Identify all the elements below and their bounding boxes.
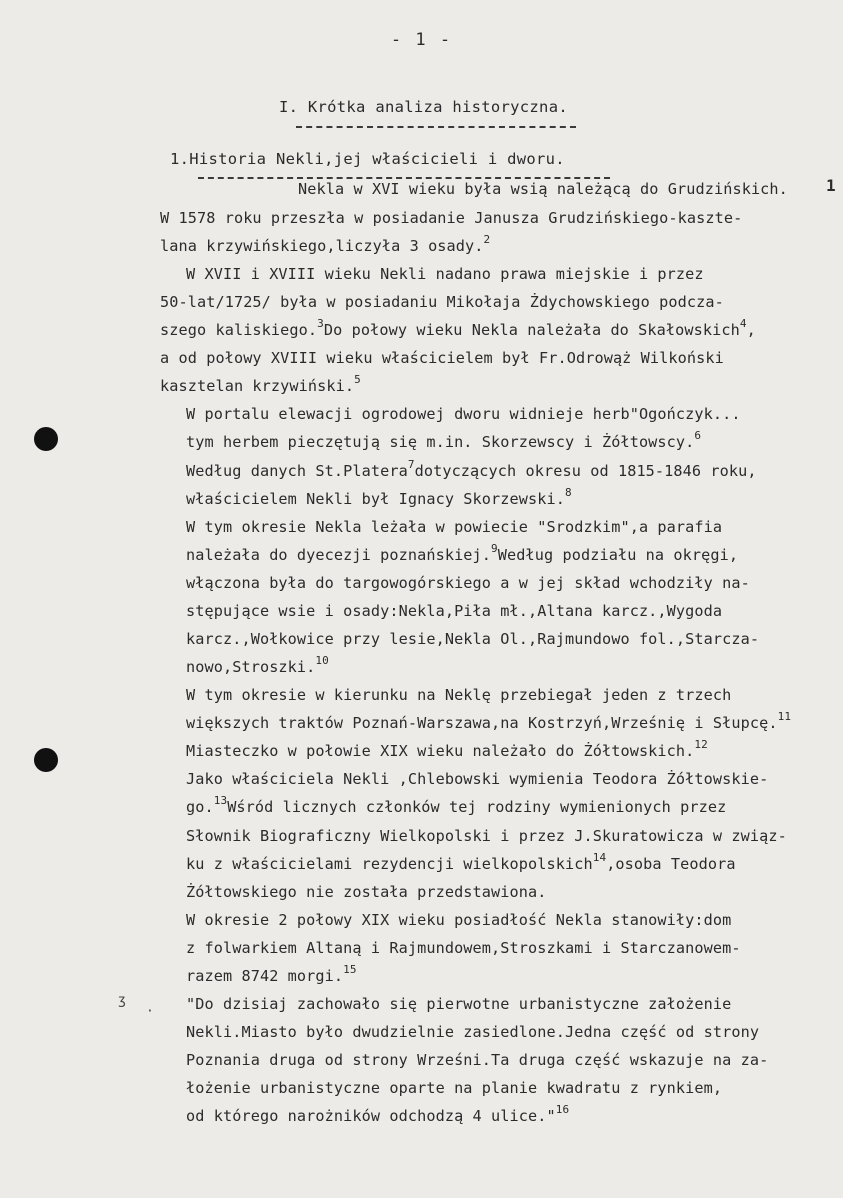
text-line — [186, 630, 759, 648]
text-line — [160, 317, 756, 339]
text-line — [160, 209, 742, 227]
text-segment: Do połowy wieku Nekla należała do Skałowskich — [323, 321, 740, 339]
text-line — [160, 233, 491, 255]
text-segment: Według podziału na okręgi, — [497, 546, 739, 564]
text-line — [186, 486, 572, 508]
text-segment: stępujące wsie i osady:Nekla,Piła mł.,Altana karcz.,Wygoda — [186, 602, 723, 620]
footnote-ref: 14 — [592, 851, 607, 864]
text-line — [186, 1051, 768, 1069]
footnote-ref: 7 — [407, 458, 415, 471]
text-line — [186, 995, 731, 1013]
text-segment: szego kaliskiego. — [160, 321, 318, 339]
text-line — [186, 963, 357, 985]
punch-hole — [34, 427, 58, 451]
text-segment: większych traktów Poznań-Warszawa,na Kostrzyń,Wrześnię i Słupcę. — [186, 714, 778, 732]
pencil-mark: · — [146, 1004, 154, 1019]
footnote-marker: 1 — [826, 176, 836, 195]
text-line — [186, 429, 702, 451]
text-segment: W okresie 2 połowy XIX wieku posiadłość Nekla stanowiły:dom — [186, 911, 732, 929]
text-line — [186, 265, 704, 283]
text-line — [186, 654, 329, 676]
text-segment: Nekli.Miasto było dwudzielnie zasiedlone.Jedna część od strony — [186, 1023, 760, 1041]
text-segment: Żółtowskiego nie została przedstawiona. — [186, 883, 547, 901]
text-segment: włączona była do targowogórskiego a w jej skład wchodziły na- — [186, 574, 750, 592]
text-segment: Słownik Biograficzny Wielkopolski i przez J.Skuratowicza w związ- — [186, 827, 787, 845]
text-segment: Nekla w XVI wieku była wsią należącą do Grudzińskich. — [298, 180, 788, 198]
text-line — [186, 458, 757, 480]
text-line — [186, 574, 750, 592]
footnote-ref: 3 — [317, 317, 324, 330]
footnote-ref: 6 — [694, 429, 702, 442]
footnote-ref: 8 — [565, 486, 572, 499]
text-segment: "Do dzisiaj zachowało się pierwotne urbanistyczne założenie — [186, 995, 732, 1013]
text-segment: należała do dyecezji poznańskiej. — [186, 546, 492, 564]
pencil-mark: ʒ — [118, 993, 126, 1008]
text-segment: Według danych St.Platera — [186, 462, 408, 480]
text-line — [160, 293, 724, 311]
text-line — [186, 911, 731, 929]
text-segment: z folwarkiem Altaną i Rajmundowem,Stroszkami i Starczanowem- — [186, 939, 741, 957]
text-segment: W 1578 roku przeszła w posiadanie Janusza Grudzińskiego-kaszte- — [160, 209, 743, 227]
footnote-ref: 11 — [777, 710, 792, 723]
subsection-title: 1.Historia Nekli,jej właścicieli i dworu. — [170, 150, 565, 168]
footnote-ref: 13 — [213, 794, 228, 807]
text-line — [186, 542, 739, 564]
section-title: I. Krótka analiza historyczna. — [279, 98, 568, 116]
text-segment: W tym okresie w kierunku na Neklę przebiegał jeden z trzech — [186, 686, 732, 704]
text-segment: od którego narożników odchodzą 4 ulice." — [186, 1107, 556, 1125]
text-segment: łożenie urbanistyczne oparte na planie kwadratu z rynkiem, — [186, 1079, 723, 1097]
footnote-ref: 4 — [739, 317, 747, 330]
text-line — [186, 883, 547, 901]
text-segment: 50-lat/1725/ była w posiadaniu Mikołaja Żdychowskiego podcza- — [160, 293, 724, 311]
text-line — [186, 710, 792, 732]
text-segment: go. — [186, 798, 214, 816]
footnote-ref: 16 — [555, 1103, 570, 1116]
footnote-ref: 2 — [483, 233, 491, 246]
text-line — [186, 1103, 570, 1125]
text-line — [186, 851, 736, 873]
text-segment: właścicielem Nekli był Ignacy Skorzewski. — [186, 490, 565, 508]
text-segment: W portalu elewacji ogrodowej dworu widnieje herb"Ogończyk... — [186, 405, 741, 423]
text-segment: razem 8742 morgi. — [186, 967, 344, 985]
text-line — [186, 686, 731, 704]
text-segment: karcz.,Wołkowice przy lesie,Nekla Ol.,Rajmundowo fol.,Starcza- — [186, 630, 760, 648]
page-number: - 1 - — [390, 30, 453, 50]
footnote-ref: 10 — [315, 654, 329, 667]
text-segment: Jako właściciela Nekli ,Chlebowski wymienia Teodora Żółtowskie- — [186, 770, 769, 788]
text-segment: lana krzywińskiego,liczyła 3 osady. — [160, 237, 484, 255]
footnote-ref: 12 — [694, 738, 708, 751]
text-segment: , — [746, 321, 756, 339]
text-line — [186, 1079, 722, 1097]
text-segment: W tym okresie Nekla leżała w powiecie "Srodzkim",a parafia — [186, 518, 723, 536]
title-underline — [296, 126, 576, 128]
text-segment: Wśród licznych członków tej rodziny wymienionych przez — [227, 798, 727, 816]
text-line — [186, 939, 741, 957]
text-line — [186, 738, 708, 760]
text-segment: Poznania druga od strony Wrześni.Ta druga część wskazuje na za- — [186, 1051, 769, 1069]
text-segment: tym herbem pieczętują się m.in. Skorzewscy i Żółtowscy. — [186, 433, 695, 451]
text-segment: W XVII i XVIII wieku Nekli nadano prawa miejskie i przez — [186, 265, 704, 283]
text-line — [160, 349, 724, 367]
text-line — [186, 518, 722, 536]
text-segment: kasztelan krzywiński. — [160, 377, 355, 395]
text-segment: a od połowy XVIII wieku właścicielem był Fr.Odrowąż Wilkoński — [160, 349, 724, 367]
text-segment: nowo,Stroszki. — [186, 658, 316, 676]
text-line — [186, 405, 741, 423]
text-line — [186, 794, 727, 816]
text-segment: Miasteczko w połowie XIX wieku należało do Żółtowskich. — [186, 742, 695, 760]
text-line — [186, 770, 768, 788]
text-line — [186, 827, 787, 845]
text-segment: ,osoba Teodora — [606, 855, 736, 873]
footnote-ref: 9 — [491, 542, 498, 555]
text-segment: ku z właścicielami rezydencji wielkopolskich — [186, 855, 593, 873]
text-segment: dotyczących okresu od 1815-1846 roku, — [414, 462, 757, 480]
text-line — [186, 1023, 759, 1041]
footnote-ref: 15 — [343, 963, 357, 976]
footnote-ref: 5 — [354, 373, 361, 386]
subtitle-underline — [198, 177, 610, 179]
text-line — [298, 180, 788, 198]
text-line — [160, 373, 361, 395]
punch-hole — [34, 748, 58, 772]
text-line — [186, 602, 722, 620]
